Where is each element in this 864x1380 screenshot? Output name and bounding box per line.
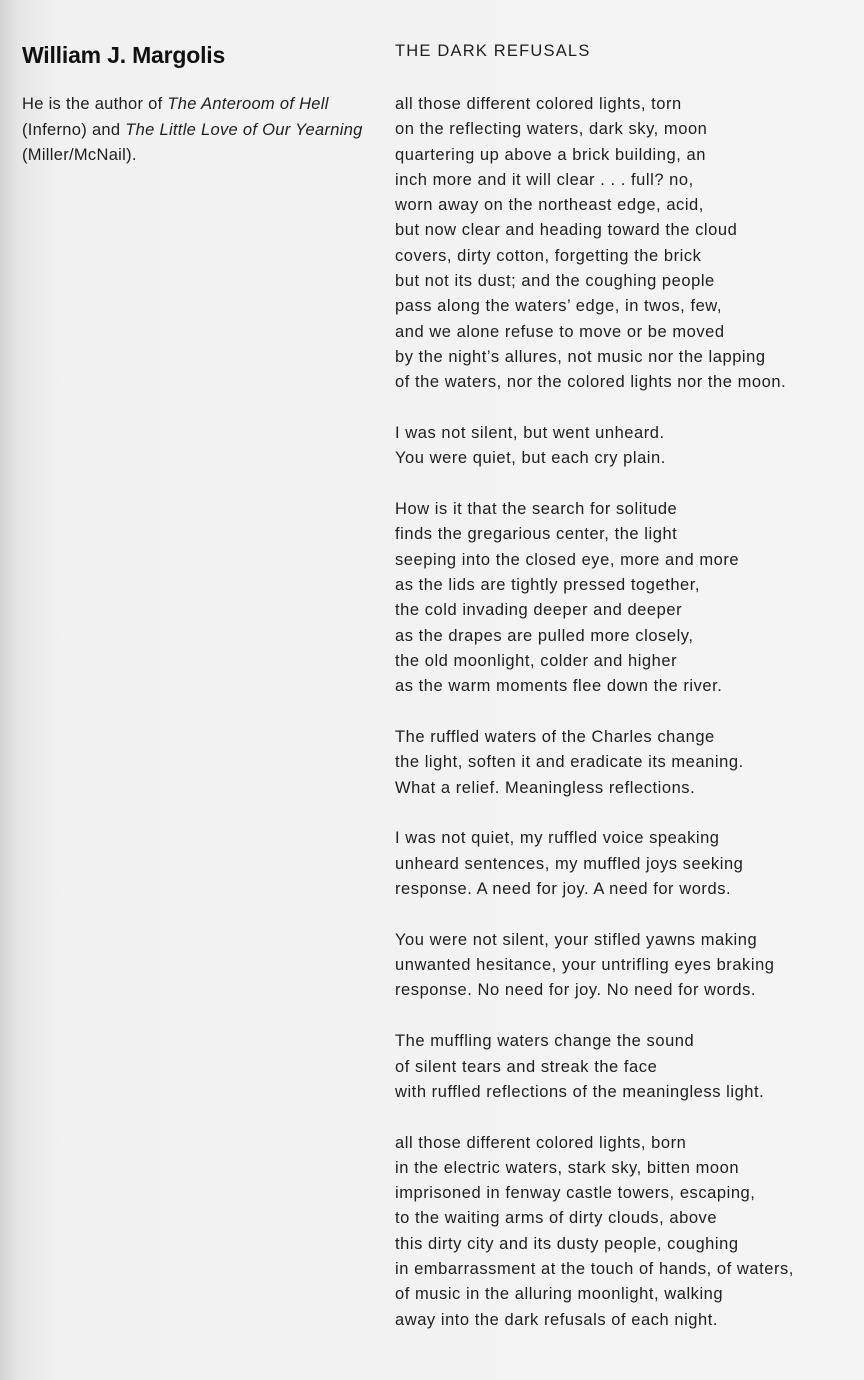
poem-line: You were not silent, your stifled yawns making bbox=[395, 930, 758, 949]
poem-line: away into the dark refusals of each night. bbox=[395, 1310, 719, 1329]
poem-line: but not its dust; and the coughing people bbox=[395, 272, 715, 291]
bio-prefix: He is the author of bbox=[22, 95, 168, 113]
author-name: William J. Margolis bbox=[22, 42, 226, 68]
poem-body bbox=[395, 92, 860, 1358]
poem-line: The muffling waters change the sound bbox=[395, 1032, 695, 1051]
bio-book-title-2: The Little Love of Our Yearning bbox=[125, 120, 363, 139]
stanza bbox=[395, 725, 860, 801]
poem-line: the old moonlight, colder and higher bbox=[395, 651, 678, 670]
poem-line: of music in the alluring moonlight, walking bbox=[395, 1285, 724, 1304]
poem-line: I was not silent, but went unheard. bbox=[395, 424, 665, 443]
poem-line: response. A need for joy. A need for words. bbox=[395, 880, 732, 899]
stanza bbox=[395, 421, 860, 472]
poem-line: to the waiting arms of dirty clouds, above bbox=[395, 1209, 718, 1228]
poem-title: THE DARK REFUSALS bbox=[395, 42, 591, 60]
poem-line: of silent tears and streak the face bbox=[395, 1057, 658, 1076]
stanza bbox=[395, 497, 860, 699]
stanza bbox=[395, 92, 860, 396]
poem-line: How is it that the search for solitude bbox=[395, 500, 678, 519]
poem-line: finds the gregarious center, the light bbox=[395, 525, 678, 544]
poem-line: seeping into the closed eye, more and more bbox=[395, 550, 740, 569]
poem-line: in the electric waters, stark sky, bitten moon bbox=[395, 1158, 740, 1177]
poem-line: all those different colored lights, born bbox=[395, 1133, 687, 1152]
poem-line: The ruffled waters of the Charles change bbox=[395, 728, 715, 747]
bio-mid: (Inferno) and bbox=[22, 120, 126, 139]
poem-line: on the reflecting waters, dark sky, moon bbox=[395, 120, 708, 139]
poem-line: with ruffled reflections of the meaningless light. bbox=[395, 1082, 765, 1101]
poem-line: pass along the waters’ edge, in twos, few, bbox=[395, 297, 722, 316]
poem-line: inch more and it will clear . . . full? no, bbox=[395, 170, 694, 189]
author-bio bbox=[22, 92, 392, 169]
poem-line: and we alone refuse to move or be moved bbox=[395, 322, 725, 341]
poem-line: What a relief. Meaningless reflections. bbox=[395, 778, 696, 797]
bio-suffix: (Miller/McNail). bbox=[22, 146, 137, 164]
bio-book-title-1: The Anteroom of Hell bbox=[167, 95, 329, 113]
stanza bbox=[395, 826, 860, 902]
poem-line: covers, dirty cotton, forgetting the brick bbox=[395, 246, 702, 265]
poem-line: worn away on the northeast edge, acid, bbox=[395, 196, 704, 215]
stanza bbox=[395, 1029, 860, 1105]
stanza bbox=[395, 1131, 860, 1333]
poem-line: as the drapes are pulled more closely, bbox=[395, 626, 694, 645]
poem-line: as the lids are tightly pressed together, bbox=[395, 576, 701, 595]
poem-line: of the waters, nor the colored lights nor the moon. bbox=[395, 373, 787, 392]
poem-line: imprisoned in fenway castle towers, escaping, bbox=[395, 1184, 756, 1203]
poem-line: You were quiet, but each cry plain. bbox=[395, 449, 666, 468]
poem-line: in embarrassment at the touch of hands, of waters, bbox=[395, 1260, 794, 1279]
poem-line: I was not quiet, my ruffled voice speaking bbox=[395, 829, 720, 848]
poem-line: the cold invading deeper and deeper bbox=[395, 601, 683, 620]
poem-line: all those different colored lights, torn bbox=[395, 95, 682, 113]
poem-line: response. No need for joy. No need for words. bbox=[395, 981, 757, 1000]
poem-line: the light, soften it and eradicate its meaning. bbox=[395, 753, 744, 772]
poem-line: quartering up above a brick building, an bbox=[395, 145, 706, 164]
poem-line: by the night’s allures, not music nor the lapping bbox=[395, 347, 766, 366]
poem-line: as the warm moments flee down the river. bbox=[395, 677, 723, 696]
poem-line: this dirty city and its dusty people, coughing bbox=[395, 1234, 739, 1253]
stanza bbox=[395, 928, 860, 1004]
poem-line: unwanted hesitance, your untrifling eyes braking bbox=[395, 956, 775, 975]
poem-line: but now clear and heading toward the cloud bbox=[395, 221, 738, 240]
poem-line: unheard sentences, my muffled joys seeking bbox=[395, 854, 744, 873]
